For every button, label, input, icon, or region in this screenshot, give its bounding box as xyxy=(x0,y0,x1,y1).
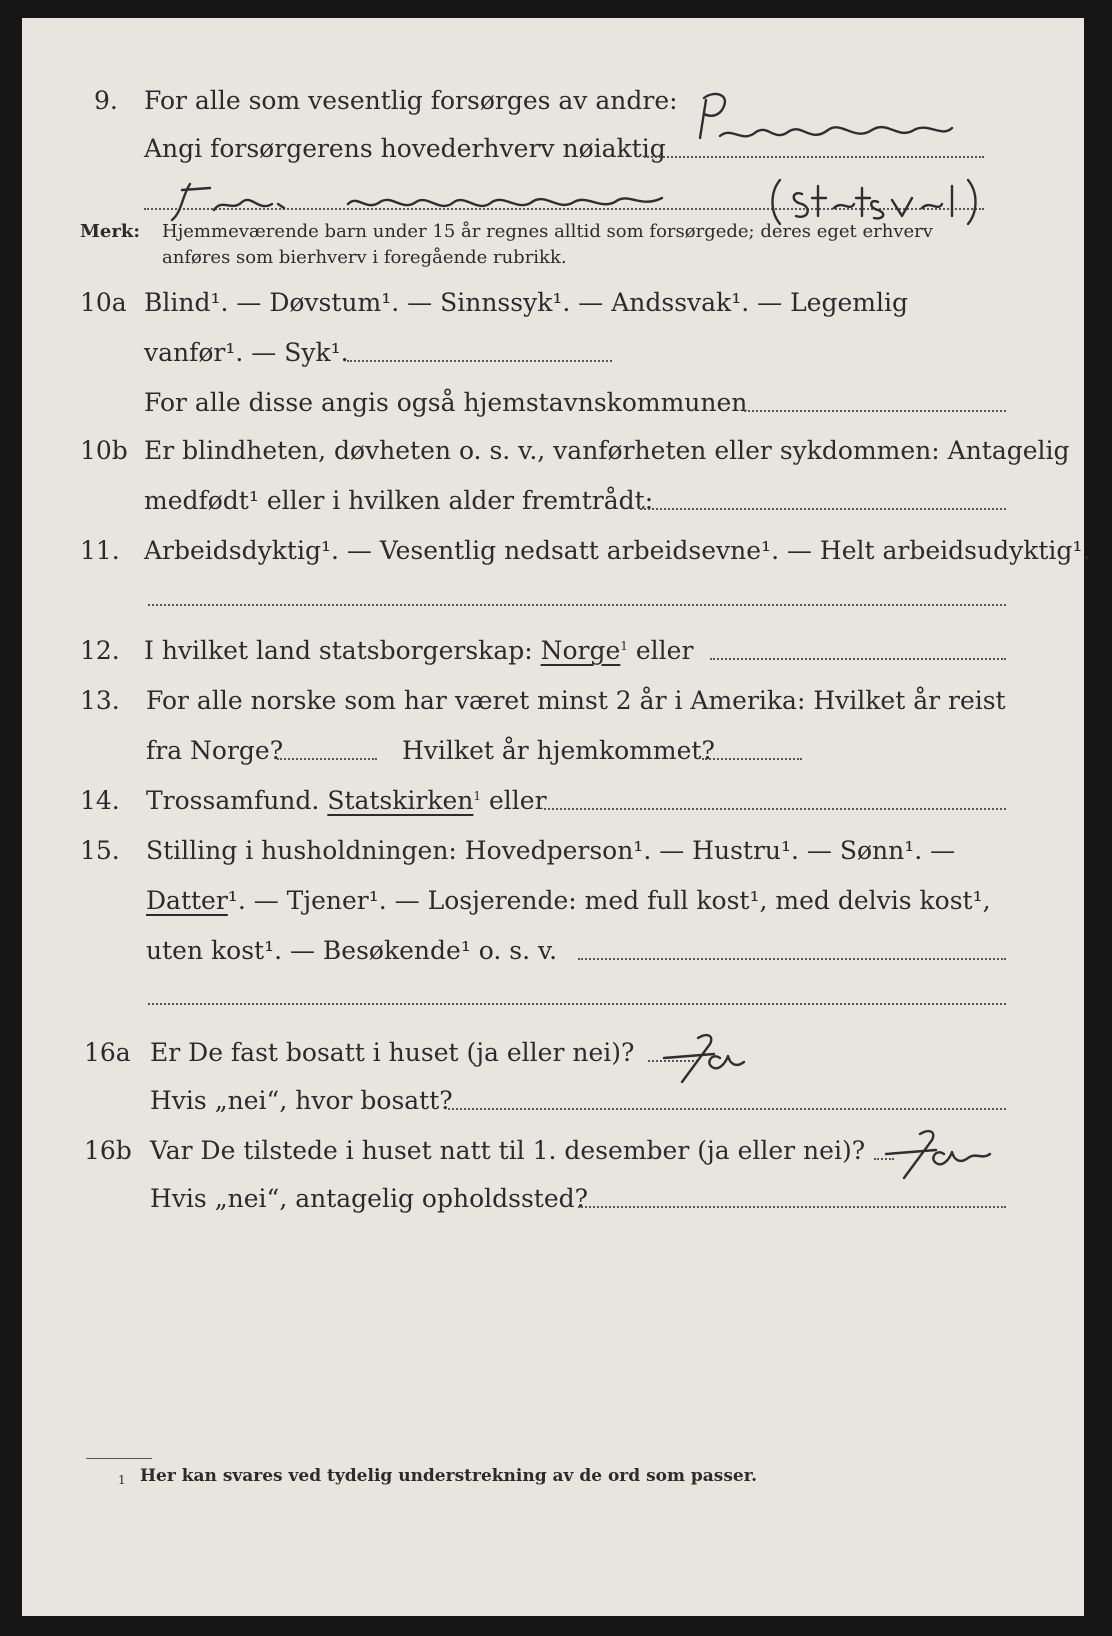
q14-statskirken-underlined: Statskirken xyxy=(327,786,474,815)
q10a-number: 10a xyxy=(80,288,127,317)
q12-prefix: I hvilket land statsborgerskap: xyxy=(144,636,533,665)
q10a-line2: vanfør¹. — Syk¹. xyxy=(144,338,349,367)
merk-line2: anføres som bierhverv i foregående rubrikk. xyxy=(162,247,567,268)
q10a-line1: Blind¹. — Døvstum¹. — Sinnssyk¹. — Andssvak¹. — Legemlig xyxy=(144,288,908,317)
q16b-number: 16b xyxy=(84,1136,132,1165)
q14-prefix: Trossamfund. xyxy=(146,786,320,815)
q10a-line3: For alle disse angis også hjemstavnskommunen xyxy=(144,388,748,417)
q13-hjemkommet-dotted-line xyxy=(702,758,802,760)
footnote-text: Her kan svares ved tydelig understrekning av de ord som passer. xyxy=(140,1466,758,1486)
q11-number: 11. xyxy=(80,536,120,565)
q15-datter-underlined: Datter xyxy=(146,886,228,915)
q16b-line2: Hvis „nei“, antagelig opholdssted? xyxy=(150,1184,589,1213)
q13-line2a: fra Norge? xyxy=(146,736,284,765)
q16b-line1: Var De tilstede i huset natt til 1. desember (ja eller nei)? xyxy=(150,1136,866,1165)
q15-dotted-line xyxy=(578,958,1006,960)
footnote-rule xyxy=(86,1458,152,1459)
q10b-number: 10b xyxy=(80,436,128,465)
q10a-syk-dotted-line xyxy=(347,360,612,362)
q12-number: 12. xyxy=(80,636,120,665)
q13-line2b: Hvilket år hjemkommet? xyxy=(402,736,715,765)
q16a-dotted-line xyxy=(448,1108,1006,1110)
q15-line1: Stilling i husholdningen: Hovedperson¹. — Hustru¹. — Sønn¹. — xyxy=(146,836,956,865)
q15-number: 15. xyxy=(80,836,120,865)
q15-line3: uten kost¹. — Besøkende¹ o. s. v. xyxy=(146,936,558,965)
q16a-line2: Hvis „nei“, hvor bosatt? xyxy=(150,1086,453,1115)
q10b-line1: Er blindheten, døvheten o. s. v., vanførheten eller sykdommen: Antagelig xyxy=(144,436,1070,465)
q15-line2-rest: ¹. — Tjener¹. — Losjerende: med full kost¹, med delvis kost¹, xyxy=(227,886,991,915)
q12-line: I hvilket land statsborgerskap: Norge$^1$ eller xyxy=(144,636,694,665)
q15-dotted-line-2 xyxy=(148,1003,1006,1005)
q10b-dotted-line xyxy=(640,508,1006,510)
q10b-line2: medfødt¹ eller i hvilken alder fremtrådt: xyxy=(144,486,654,515)
q11-line1: Arbeidsdyktig¹. — Vesentlig nedsatt arbeidsevne¹. — Helt arbeidsudyktig¹. xyxy=(144,536,1091,565)
q12-norge-underlined: Norge xyxy=(540,636,621,665)
footnote-mark: 1 xyxy=(118,1473,126,1487)
q14-suffix: eller xyxy=(489,786,547,815)
q9-number: 9. xyxy=(94,86,118,115)
q14-line: Trossamfund. Statskirken$^1$ eller xyxy=(146,786,547,815)
q13-reist-dotted-line xyxy=(277,758,377,760)
q15-line2 xyxy=(146,886,991,916)
q13-number: 13. xyxy=(80,686,120,715)
q9-line2: Angi forsørgerens hovederhverv nøiaktig xyxy=(144,134,666,163)
q14-number: 14. xyxy=(80,786,120,815)
q12-dotted-line xyxy=(710,658,1006,660)
q16a-number: 16a xyxy=(84,1038,131,1067)
q14-dotted-line xyxy=(544,808,1006,810)
q12-suffix: eller xyxy=(635,636,694,665)
q16b-dotted-line xyxy=(578,1206,1006,1208)
q10a-kommune-dotted-line xyxy=(744,410,1006,412)
merk-label: Merk: xyxy=(80,221,140,242)
q13-line1: For alle norske som har været minst 2 år i Amerika: Hvilket år reist xyxy=(146,686,1006,715)
q11-dotted-line xyxy=(148,604,1006,606)
q16a-line1: Er De fast bosatt i huset (ja eller nei)? xyxy=(150,1038,635,1067)
census-form-page xyxy=(22,18,1091,1616)
merk-line1: Hjemmeværende barn under 15 år regnes alltid som forsørgede; deres eget erhverv xyxy=(162,221,933,242)
q9-line1: For alle som vesentlig forsørges av andre: xyxy=(144,86,678,115)
